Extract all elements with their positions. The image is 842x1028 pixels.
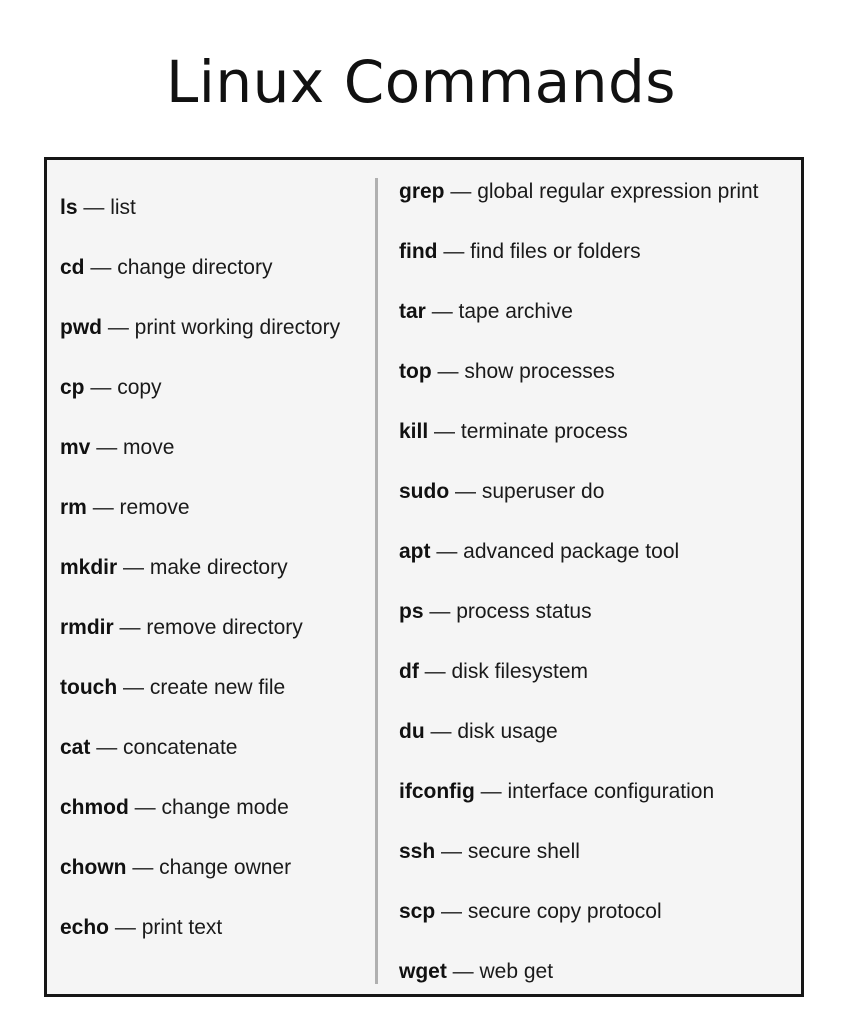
command-row [60,908,372,968]
command-description: change mode [161,796,289,819]
command-row [60,608,372,668]
command-row [399,172,799,232]
separator: — [424,720,458,743]
command-name: sudo [399,480,450,503]
command-description: advanced package tool [463,540,680,563]
command-name: scp [399,900,436,923]
command-name: touch [60,676,118,699]
command-row [399,472,799,532]
separator: — [446,960,480,983]
command-name: mv [60,436,91,459]
command-description: create new file [149,676,286,699]
separator: — [435,840,468,863]
command-description: remove [119,496,190,519]
command-row [399,832,799,892]
command-row [399,412,799,472]
command-description: secure copy protocol [467,900,662,923]
command-name: apt [399,540,431,563]
separator: — [444,180,478,203]
command-description: move [123,436,175,459]
separator: — [474,780,508,803]
command-description: print text [141,916,223,939]
command-name: chmod [60,796,129,819]
separator: — [128,796,162,819]
separator: — [90,436,124,459]
command-description: global regular expression print [477,180,759,203]
command-description: show processes [464,360,615,383]
separator: — [84,376,118,399]
command-name: du [399,720,425,743]
command-row [60,788,372,848]
commands-panel [44,157,804,997]
command-description: copy [117,376,162,399]
command-row [60,848,372,908]
command-name: cp [60,376,85,399]
command-name: ifconfig [399,780,475,803]
command-name: grep [399,180,445,203]
command-description: remove directory [146,616,303,639]
separator: — [423,600,457,623]
separator: — [102,316,135,339]
command-row [399,352,799,412]
command-row [60,548,372,608]
command-row [60,248,372,308]
command-name: cat [60,736,91,759]
command-name: rm [60,496,87,519]
command-row [399,892,799,952]
command-name: kill [399,420,429,443]
separator: — [86,496,120,519]
separator: — [84,256,118,279]
separator: — [117,676,150,699]
command-row [399,532,799,592]
command-row [399,292,799,352]
separator: — [109,916,142,939]
separator: — [126,856,160,879]
command-name: ps [399,600,424,623]
command-description: process status [456,600,592,623]
command-description: change directory [117,256,273,279]
command-row [60,488,372,548]
command-description: print working directory [134,316,341,339]
command-name: rmdir [60,616,114,639]
command-name: df [399,660,419,683]
command-name: pwd [60,316,102,339]
command-row [399,712,799,772]
command-description: list [110,196,136,219]
commands-column-right [399,172,799,1012]
command-description: secure shell [467,840,580,863]
command-row [399,232,799,292]
command-row [60,308,372,368]
page-title: Linux Commands [165,48,677,116]
command-description: make directory [149,556,288,579]
command-row [60,668,372,728]
separator: — [90,736,124,759]
command-name: find [399,240,438,263]
command-description: tape archive [458,300,573,323]
command-name: wget [399,960,447,983]
command-name: ls [60,196,78,219]
command-description: find files or folders [470,240,641,263]
command-description: interface configuration [507,780,715,803]
separator: — [77,196,111,219]
command-description: change owner [159,856,292,879]
command-description: disk usage [457,720,558,743]
command-row [399,652,799,712]
command-name: ssh [399,840,436,863]
command-description: web get [479,960,554,983]
command-row [60,728,372,788]
command-row [60,188,372,248]
commands-column-left [60,188,372,968]
command-description: concatenate [123,736,238,759]
command-name: chown [60,856,127,879]
command-name: tar [399,300,426,323]
separator: — [117,556,150,579]
command-row [60,428,372,488]
command-description: disk filesystem [451,660,589,683]
command-row [399,592,799,652]
command-row [399,772,799,832]
command-name: mkdir [60,556,118,579]
command-name: echo [60,916,110,939]
separator: — [437,240,471,263]
separator: — [428,420,461,443]
separator: — [449,480,482,503]
command-name: cd [60,256,85,279]
command-row [60,368,372,428]
separator: — [435,900,468,923]
command-name: top [399,360,432,383]
separator: — [113,616,147,639]
command-row [399,952,799,1012]
column-divider [375,178,378,984]
separator: — [431,360,465,383]
separator: — [418,660,452,683]
separator: — [425,300,459,323]
separator: — [430,540,464,563]
command-description: superuser do [481,480,605,503]
command-description: terminate process [460,420,628,443]
